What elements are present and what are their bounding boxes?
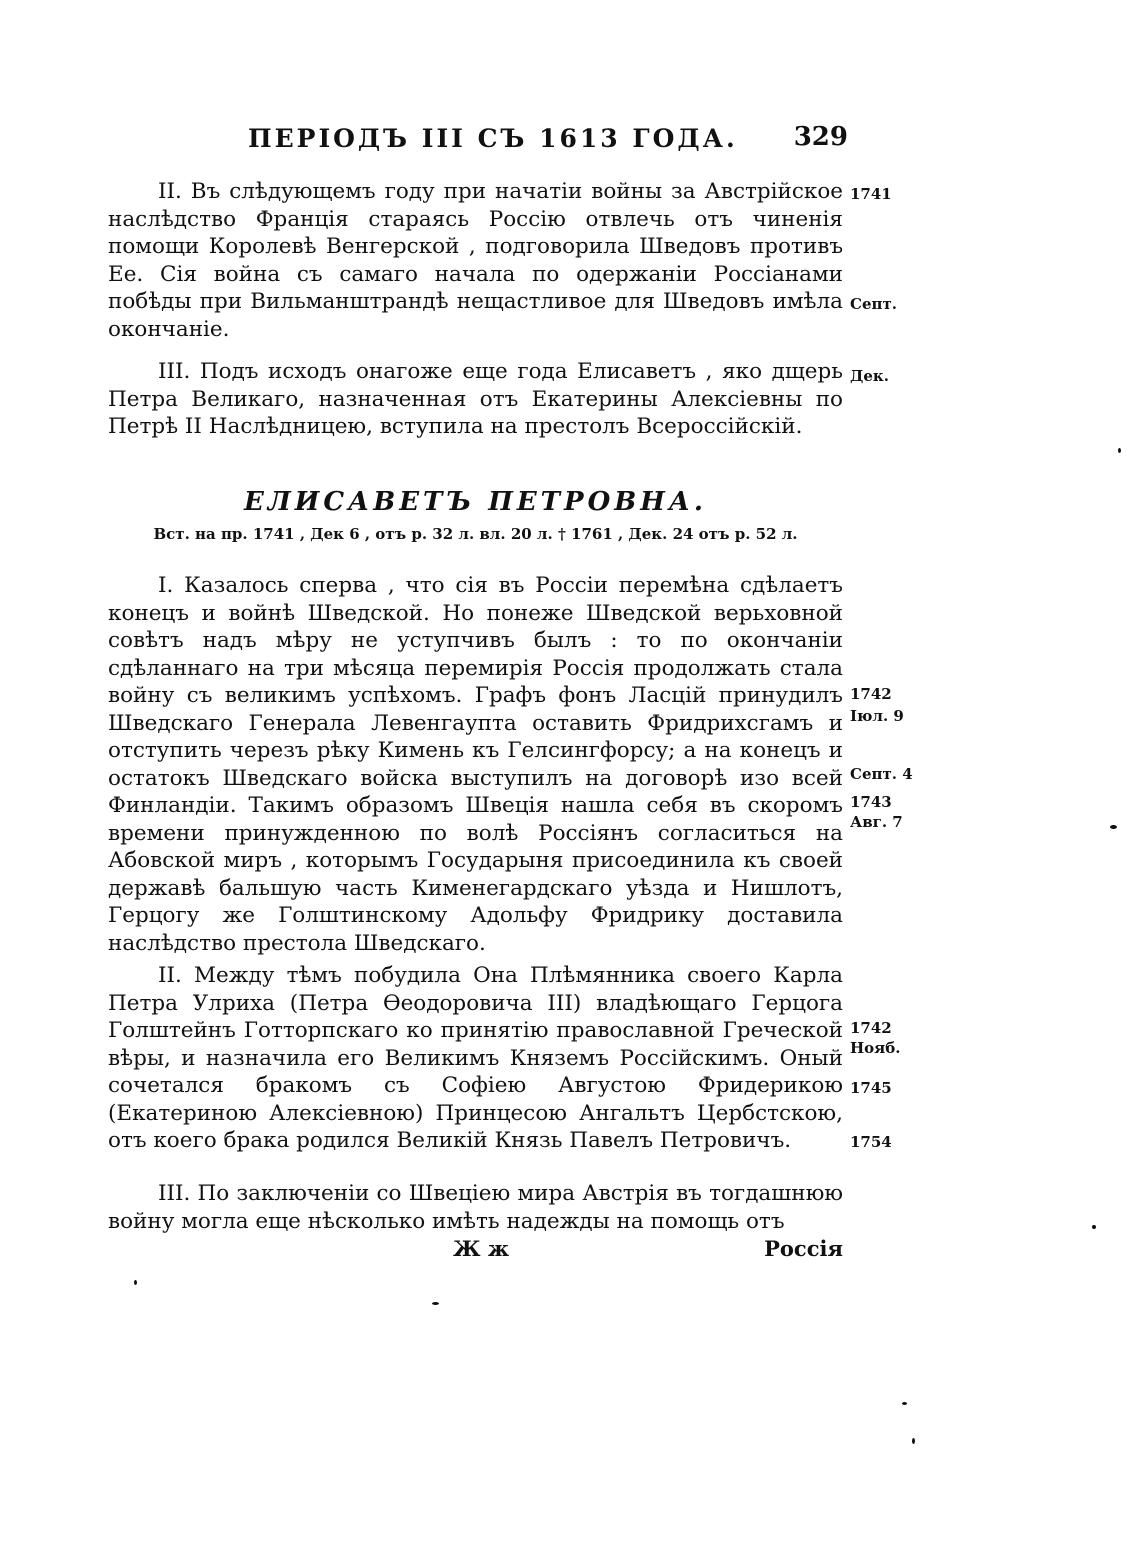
margin-note: Нояб. <box>850 1039 901 1057</box>
catchword: Россiя <box>764 1236 843 1261</box>
paragraph-1 <box>108 178 843 343</box>
ink-speck <box>1118 448 1121 453</box>
paragraph-text: II. Между тѣмъ побудила Она Плѣмянника своего Карла Петра Улриха (Петра Өеодоровича III) владѣющаго Герцога Голштейнъ Готторпскаго ко принятiю православной Греческой вѣры, и назначила его Великимъ Княземъ Россiйскимъ. Оный сочетался бракомъ съ Софiею Августою Фридерикою (Екатериною Алексiевною) Принцесою Ангальтъ Цербстскою, отъ коего брака родился Великiй Князь Павелъ Петровичъ. <box>108 963 843 1153</box>
paragraph-3 <box>108 572 843 957</box>
paragraph-text: II. Въ слѣдующемъ году при начатiи войны за Австрiйское наслѣдство Францiя стараясь Россiю отвлечь отъ чиненiя помощи Королевѣ Венгерской , подговорила Шведовъ противъ Ее. Сiя война съ самаго начала по одержанiи Россiанами побѣды при Вильманштрандѣ нещастливое для Шведовъ имѣла окончанiе. <box>108 179 843 342</box>
paragraph-4 <box>108 962 843 1155</box>
margin-note: Iюл. 9 <box>850 707 904 725</box>
ink-speck <box>902 1402 907 1405</box>
margin-note: Септ. <box>850 295 897 313</box>
paragraph-text: I. Казалось сперва , что сiя въ Россiи перемѣна сдѣлаетъ конецъ и войнѣ Шведской. Но понеже Шведской верьховной совѣтъ надъ мѣру не уступчивъ былъ : то по окончанiи сдѣланнаго на три мѣсяца перемирiя Россiя продолжать стала войну съ великимъ успѣхомъ. Графъ фонъ Ласцiй принудилъ Шведскаго Генерала Левенгаупта оставить Фридрихсгамъ и отступить черезъ рѣку Кимень къ Гелсингфорсу; а на конецъ и остатокъ Шведскаго войска выступилъ на договорѣ изо всей Финландiи. Такимъ образомъ Швецiя нашла себя въ скоромъ времени принужденною по волѣ Россiянъ согласиться на Абовской миръ , которымъ Государыня присоединила къ своей державѣ бальшую часть Кименегардскаго уѣзда и Нишлотъ, Герцогу же Голштинскому Адольфу Фридрику доставила наслѣдство престола Шведскаго. <box>108 573 843 956</box>
page-footer <box>108 1236 843 1266</box>
page-number: 329 <box>793 122 848 152</box>
running-title: ПЕРIОДЪ III СЪ 1613 ГОДА. <box>248 124 738 153</box>
paragraph-text: III. По заключенiи со Швецiею мира Австрiя въ тогдашнюю войну могла еще нѣсколько имѣть надежды на помощь отъ <box>108 1181 843 1234</box>
margin-note: Дек. <box>850 367 889 385</box>
margin-note: 1745 <box>850 1079 892 1097</box>
signature-mark: Ж ж <box>453 1236 510 1261</box>
paragraph-5 <box>108 1180 843 1235</box>
running-header <box>238 118 848 160</box>
paragraph-text: III. Подъ исходъ онагоже еще года Елисаветъ , яко дщерь Петра Великаго, назначенная отъ Екатерины Алексiевны по Петрѣ II Наслѣдницею, вступила на престолъ Всероссiйскiй. <box>108 359 843 439</box>
ink-speck <box>1110 825 1117 829</box>
margin-note: 1743 <box>850 793 892 811</box>
reign-note: Вст. на пр. 1741 , Дек 6 , отъ р. 32 л. вл. 20 л. † 1761 , Дек. 24 отъ р. 52 л. <box>153 525 798 543</box>
ink-speck <box>432 1302 439 1305</box>
section-heading: ЕЛИСАВЕТЪ ПЕТРОВНА. <box>243 487 707 517</box>
margin-note: 1741 <box>850 185 892 203</box>
paragraph-2 <box>108 358 843 441</box>
margin-note: 1742 <box>850 1019 892 1037</box>
margin-note: 1742 <box>850 685 892 703</box>
margin-note: Септ. 4 <box>850 765 913 783</box>
margin-note: Авг. 7 <box>850 813 903 831</box>
margin-note: 1754 <box>850 1133 892 1151</box>
ink-speck <box>912 1438 915 1444</box>
ink-speck <box>134 1280 137 1285</box>
ink-speck <box>1092 1225 1096 1229</box>
